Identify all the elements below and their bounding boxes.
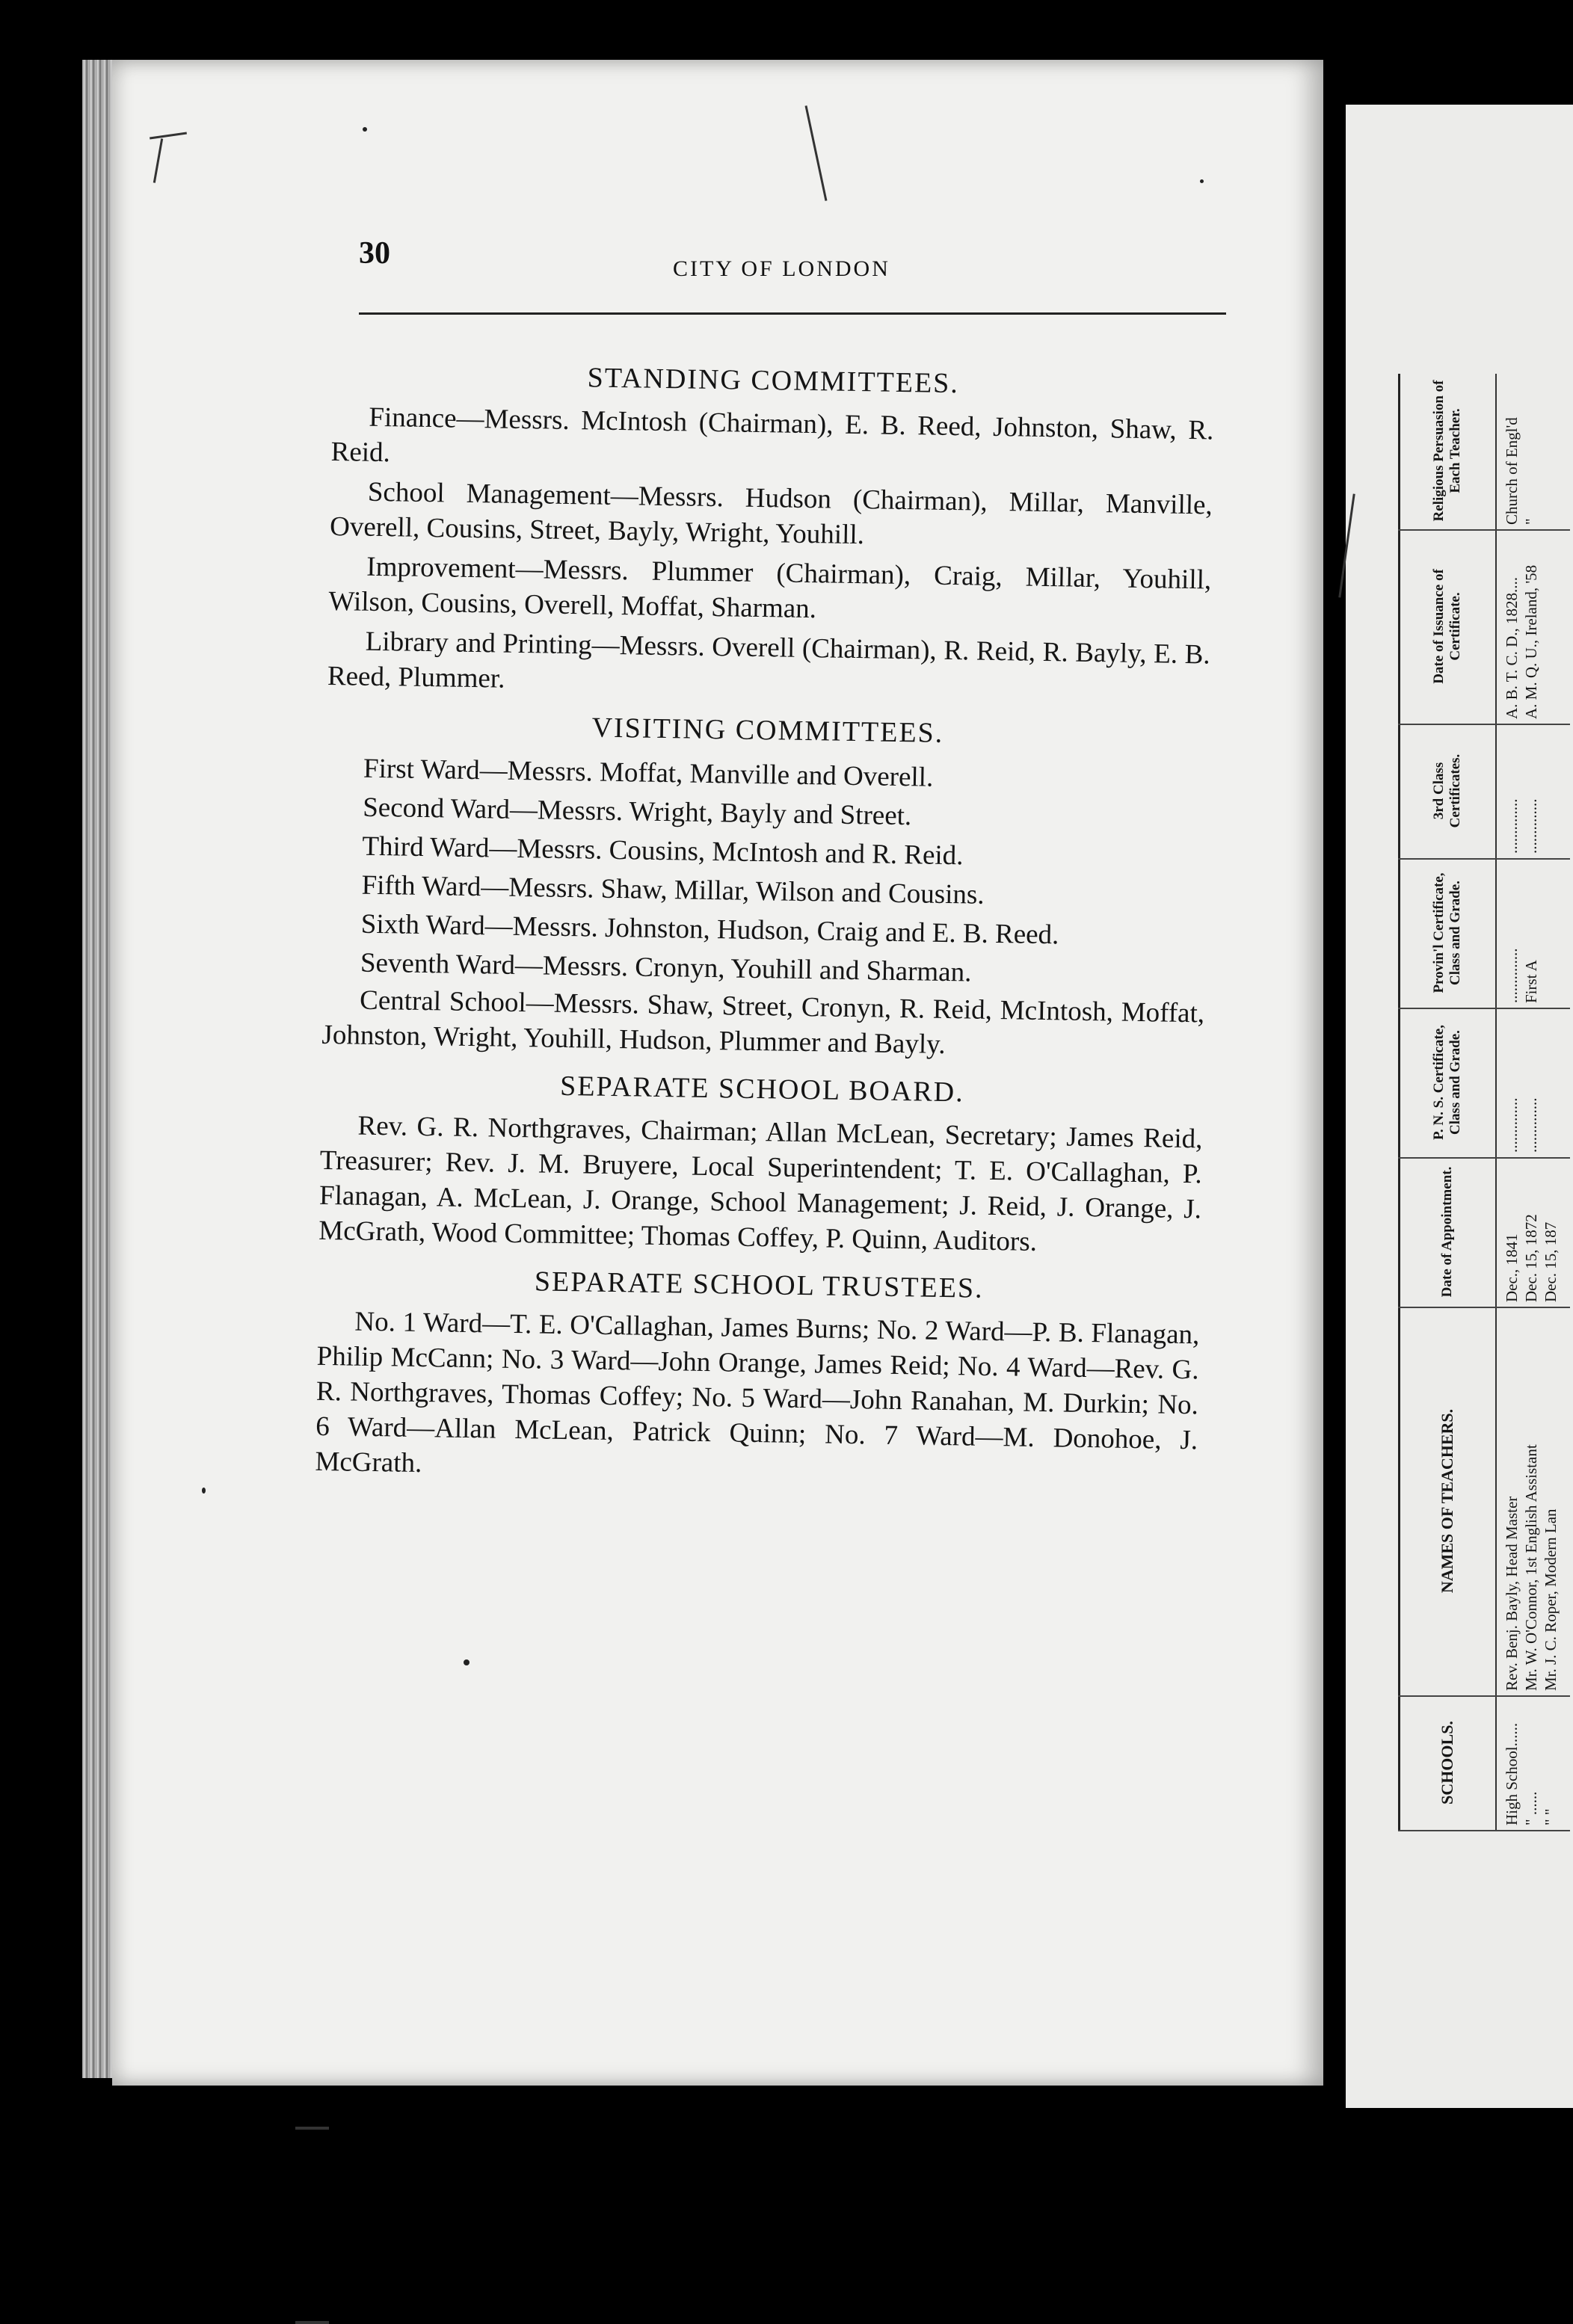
committee-paragraph: Improvement—Messrs. Plummer (Chairman), Craig, Millar, Youhill, Wilson, Cousins, Overell, Moffat, Sharman.: [328, 551, 1212, 625]
separate-school-trustees-heading: SEPARATE SCHOOL TRUSTEES.: [534, 1266, 984, 1304]
cell-issuance: A. M. Q. U., Ireland, '58: [1522, 564, 1540, 719]
committee-paragraph: Library and Printing—Messrs. Overell (Chairman), R. Reid, R. Bayly, E. B. Reed, Plummer.: [327, 626, 1210, 694]
cell-appointment: Dec. 15, 187: [1542, 1221, 1560, 1302]
ward-line: Second Ward—Messrs. Wright, Bayly and Street.: [362, 792, 912, 832]
col-issuance: [1398, 529, 1570, 725]
col-appointment: [1398, 1157, 1570, 1308]
col-third-class: [1398, 724, 1570, 860]
scan-speck: [363, 127, 367, 132]
ward-line: Seventh Ward—Messrs. Cronyn, Youhill and Sharman.: [360, 947, 972, 988]
separate-school-board-text: Rev. G. R. Northgraves, Chairman; Allan McLean, Secretary; James Reid, Treasurer; Rev. J. M. Bruyere, Local Superintendent; T. E. O'Callaghan, P. Flanagan, A. McLean, J. Orange, School Management; J. Reid, J. Orange, J. McGrath, Wood Committee; Thomas Coffey, P. Quinn, Auditors.: [318, 1110, 1203, 1257]
col-head-provincial: Provin'l Certificate, Class and Grade.: [1431, 872, 1463, 993]
cell-name: Mr. J. C. Roper, Modern Lan: [1542, 1508, 1560, 1691]
cell-issuance: A. B. T. C. D., 1828....: [1503, 577, 1521, 719]
col-head-pns: P. N. S. Certificate, Class and Grade.: [1431, 1025, 1463, 1140]
cell-religion: ": [1522, 518, 1540, 525]
page-header: [359, 235, 1226, 280]
separate-school-trustees-text: No. 1 Ward—T. E. O'Callaghan, James Burns; No. 2 Ward—P. B. Flanagan, Philip McCann; No. 3 Ward—John Orange, James Reid; No. 4 Ward—Rev. G. R. Northgraves, Thomas Coffey; No. 5 Ward—John Ranahan, M. Durkin; No. 6 Ward—Allan McLean, Patrick Quinn; No. 7 Ward—M. Donohoe, J. McGrath.: [315, 1306, 1200, 1479]
scan-mark: [295, 2321, 329, 2324]
visiting-committees-heading: VISITING COMMITTEES.: [591, 712, 944, 749]
cell-school: High School......: [1503, 1722, 1521, 1825]
cell-pns: ..............: [1503, 1097, 1521, 1153]
page-number: 30: [359, 236, 390, 271]
ward-line: Fifth Ward—Messrs. Shaw, Millar, Wilson and Cousins.: [361, 869, 985, 910]
cell-school: " ......: [1522, 1791, 1540, 1825]
cell-third-class: ..............: [1503, 798, 1521, 854]
col-head-schools: SCHOOLS.: [1438, 1721, 1456, 1804]
cell-religion: Church of Engl'd: [1503, 417, 1521, 525]
col-names: [1398, 1307, 1570, 1697]
page-content: [315, 344, 1215, 1497]
standing-committees-heading: STANDING COMMITTEES.: [587, 362, 960, 400]
col-pns: [1398, 1008, 1570, 1159]
separate-school-board-heading: SEPARATE SCHOOL BOARD.: [559, 1070, 964, 1109]
cell-name: Rev. Benj. Bayly, Head Master: [1503, 1496, 1521, 1691]
col-head-religion: Religious Persuasion of Each Teacher.: [1431, 380, 1463, 522]
ward-line: Third Ward—Messrs. Cousins, McIntosh and R. Reid.: [362, 830, 964, 872]
col-head-issuance: Date of Issuance of Certificate.: [1431, 569, 1463, 684]
committee-paragraph: School Management—Messrs. Hudson (Chairman), Millar, Manville, Overell, Cousins, Street, Bayly, Wright, Youhill.: [329, 476, 1213, 551]
cell-provincial: First A: [1522, 960, 1540, 1003]
col-provincial: [1398, 858, 1570, 1009]
running-head: CITY OF LONDON: [673, 256, 890, 281]
scan-speck: [1200, 179, 1204, 183]
col-religion: [1398, 372, 1570, 531]
col-schools: [1398, 1695, 1570, 1831]
scan-speck: [202, 1488, 206, 1494]
committee-paragraph: Finance—Messrs. McIntosh (Chairman), E. B. Reed, Johnston, Shaw, R. Reid.: [330, 401, 1214, 469]
cell-appointment: Dec. 15, 1872: [1522, 1214, 1540, 1302]
col-head-names: NAMES OF TEACHERS.: [1438, 1408, 1456, 1594]
cell-name: Mr. W. O'Connor, 1st English Assistant: [1522, 1444, 1540, 1691]
header-rule: [359, 312, 1226, 315]
scan-speck: [464, 1659, 470, 1665]
cell-appointment: Dec., 1841: [1503, 1233, 1521, 1302]
cell-school: " ": [1542, 1808, 1560, 1825]
col-head-appointment: Date of Appointment.: [1439, 1166, 1455, 1298]
cell-provincial: ..............: [1503, 948, 1521, 1003]
central-school-paragraph: Central School—Messrs. Shaw, Street, Cronyn, R. Reid, McIntosh, Moffat, Johnston, Wright, Youhill, Hudson, Plummer and Bayly.: [321, 984, 1205, 1060]
ward-line: First Ward—Messrs. Moffat, Manville and Overell.: [363, 753, 934, 793]
ward-line: Sixth Ward—Messrs. Johnston, Hudson, Craig and E. B. Reed.: [360, 908, 1059, 951]
cell-pns: ..............: [1522, 1097, 1540, 1153]
col-head-third-class: 3rd Class Certificates.: [1431, 753, 1463, 828]
teachers-table: [1398, 374, 1570, 1831]
cell-third-class: ..............: [1522, 798, 1540, 854]
scan-mark: [295, 2127, 329, 2130]
